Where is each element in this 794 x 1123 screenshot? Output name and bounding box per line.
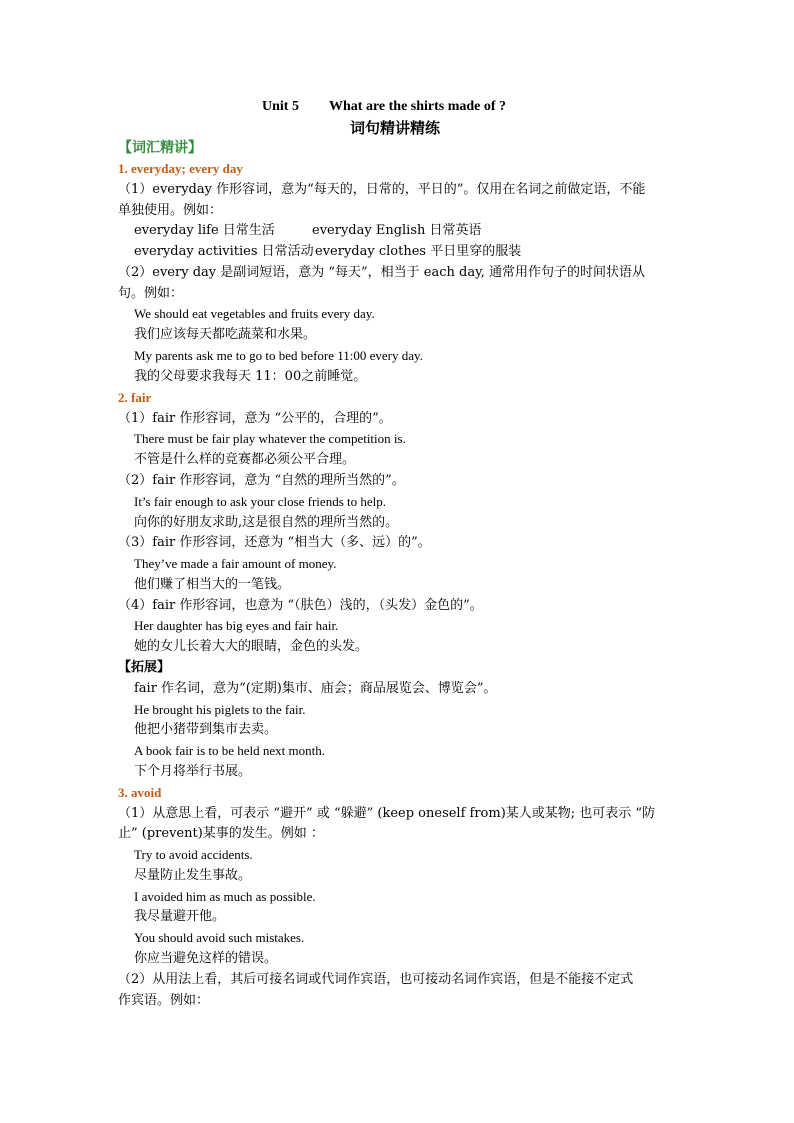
subtitle: 词句精讲精练 xyxy=(350,119,441,137)
fair-point2: （2）fair 作形容词，意为 “自然的理所当然的”。 xyxy=(118,473,405,488)
fair-extension-2-zh: 下个月将举行书展。 xyxy=(134,764,252,779)
fair-point1-en: There must be fair play whatever the competition is. xyxy=(134,431,406,446)
everyday-example-1b: everyday English 日常英语 xyxy=(312,223,482,238)
everyday-point1-line2: 单独使用。例如： xyxy=(118,203,223,218)
heading-everyday: 1. everyday; every day xyxy=(118,161,243,176)
everyday-sentence-2-en: My parents ask me to go to bed before 11:00 every day. xyxy=(134,348,423,363)
heading-avoid: 3. avoid xyxy=(118,785,162,800)
fair-extension-2-en: A book fair is to be held next month. xyxy=(134,743,326,758)
avoid-example-1-zh: 尽量防止发生事故。 xyxy=(134,868,252,883)
everyday-point2-line1: （2）every day 是副词短语，意为 “每天”，相当于 each day, 通常用作句子的时间状语从 xyxy=(118,265,645,280)
fair-extension-1-zh: 他把小猪带到集市去卖。 xyxy=(134,722,278,737)
unit-title: Unit 5 xyxy=(262,99,299,114)
fair-point4: （4）fair 作形容词，也意为 “（肤色）浅的，（头发）金色的”。 xyxy=(118,598,483,613)
avoid-point2-line2: 作宾语。例如： xyxy=(118,993,210,1008)
fair-extension-1-en: He brought his piglets to the fair. xyxy=(134,702,306,717)
avoid-point1-line2: 止” (prevent)某事的发生。例如 ： xyxy=(118,826,324,841)
fair-extension-definition: fair 作名词，意为“(定期)集市、庙会；商品展览会、博览会”。 xyxy=(134,681,497,696)
avoid-point1-line1: （1）从意思上看，可表示 “避开” 或 “躲避” (keep oneself from)某人或某物; 也可表示 “防 xyxy=(118,806,656,821)
fair-point3-en: They’ve made a fair amount of money. xyxy=(134,556,337,571)
everyday-point1-line1: （1）everyday 作形容词，意为“每天的，日常的，平日的”。仅用在名词之前做定语，不能 xyxy=(118,182,646,197)
fair-extension-heading: 【拓展】 xyxy=(118,660,171,675)
section-vocab-heading: 【词汇精讲】 xyxy=(118,140,202,156)
avoid-example-2-zh: 我尽量避开他。 xyxy=(134,909,226,924)
avoid-point2-line1: （2）从用法上看，其后可接名词或代词作宾语，也可接动名词作宾语，但是不能接不定式 xyxy=(118,972,634,987)
fair-point1: （1）fair 作形容词，意为 “公平的，合理的”。 xyxy=(118,411,392,426)
question-title: What are the shirts made of ? xyxy=(329,99,507,114)
avoid-example-1-en: Try to avoid accidents. xyxy=(134,847,253,862)
avoid-example-3-zh: 你应当避免这样的错误。 xyxy=(134,951,278,966)
everyday-sentence-1-en: We should eat vegetables and fruits every day. xyxy=(134,306,375,321)
fair-point2-en: It’s fair enough to ask your close friends to help. xyxy=(134,494,386,509)
everyday-sentence-1-zh: 我们应该每天都吃蔬菜和水果。 xyxy=(134,327,317,342)
avoid-example-2-en: I avoided him as much as possible. xyxy=(134,889,316,904)
fair-point2-zh: 向你的好朋友求助,这是很自然的理所当然的。 xyxy=(134,515,399,530)
everyday-example-1a: everyday life 日常生活 xyxy=(134,223,275,238)
everyday-point2-line2: 句。例如： xyxy=(118,286,184,301)
everyday-sentence-2-zh: 我的父母要求我每天 11：00之前睡觉。 xyxy=(134,369,367,384)
avoid-example-3-en: You should avoid such mistakes. xyxy=(134,930,305,945)
everyday-example-2b: everyday clothes 平日里穿的服装 xyxy=(315,244,522,259)
fair-point4-zh: 她的女儿长着大大的眼睛，金色的头发。 xyxy=(134,639,369,654)
fair-point4-en: Her daughter has big eyes and fair hair. xyxy=(134,618,339,633)
fair-point3: （3）fair 作形容词，还意为 “相当大（多、远）的”。 xyxy=(118,535,431,550)
heading-fair: 2. fair xyxy=(118,390,152,405)
fair-point3-zh: 他们赚了相当大的一笔钱。 xyxy=(134,577,291,592)
everyday-example-2a: everyday activities 日常活动 xyxy=(134,244,314,259)
fair-point1-zh: 不管是什么样的竞赛都必须公平合理。 xyxy=(134,452,356,467)
